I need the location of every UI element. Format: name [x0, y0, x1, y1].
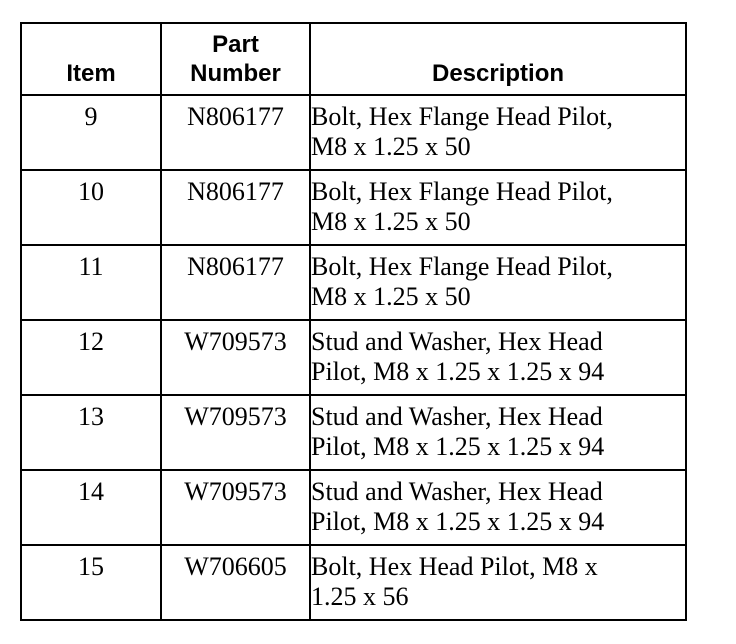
item-cell: 13 [21, 395, 161, 470]
description-cell [310, 95, 686, 170]
part-number-cell: W706605 [161, 545, 310, 620]
description-line: Bolt, Hex Head Pilot, M8 x [311, 552, 598, 581]
description-cell [310, 170, 686, 245]
item-cell: 12 [21, 320, 161, 395]
description-line: Pilot, M8 x 1.25 x 1.25 x 94 [311, 357, 605, 386]
header-row [21, 23, 686, 95]
table-row [21, 470, 686, 545]
description-cell [310, 395, 686, 470]
part-number-cell: W709573 [161, 320, 310, 395]
description-line: Bolt, Hex Flange Head Pilot, [311, 252, 613, 281]
header-item: Item [21, 23, 161, 95]
description-line: 1.25 x 56 [311, 582, 409, 611]
description-line: Pilot, M8 x 1.25 x 1.25 x 94 [311, 432, 605, 461]
description-cell [310, 245, 686, 320]
table-row [21, 395, 686, 470]
item-cell: 15 [21, 545, 161, 620]
part-number-cell: N806177 [161, 245, 310, 320]
header-part-number [161, 23, 310, 95]
header-part-line1: Part [212, 31, 259, 58]
part-number-cell: W709573 [161, 395, 310, 470]
part-number-cell: N806177 [161, 95, 310, 170]
description-line: Stud and Washer, Hex Head [311, 327, 603, 356]
item-cell: 11 [21, 245, 161, 320]
description-cell [310, 320, 686, 395]
item-cell: 9 [21, 95, 161, 170]
description-line: Pilot, M8 x 1.25 x 1.25 x 94 [311, 507, 605, 536]
description-line: M8 x 1.25 x 50 [311, 132, 471, 161]
description-line: Stud and Washer, Hex Head [311, 402, 603, 431]
item-cell: 10 [21, 170, 161, 245]
description-line: Bolt, Hex Flange Head Pilot, [311, 177, 613, 206]
part-number-cell: W709573 [161, 470, 310, 545]
parts-table [20, 22, 687, 621]
description-line: M8 x 1.25 x 50 [311, 207, 471, 236]
description-cell [310, 545, 686, 620]
table-row [21, 545, 686, 620]
description-line: Bolt, Hex Flange Head Pilot, [311, 102, 613, 131]
table-row [21, 95, 686, 170]
description-line: M8 x 1.25 x 50 [311, 282, 471, 311]
header-part-line2: Number [190, 60, 281, 87]
description-line: Stud and Washer, Hex Head [311, 477, 603, 506]
table-row [21, 245, 686, 320]
table-row [21, 320, 686, 395]
header-description: Description [310, 23, 686, 95]
table-row [21, 170, 686, 245]
description-cell [310, 470, 686, 545]
item-cell: 14 [21, 470, 161, 545]
part-number-cell: N806177 [161, 170, 310, 245]
